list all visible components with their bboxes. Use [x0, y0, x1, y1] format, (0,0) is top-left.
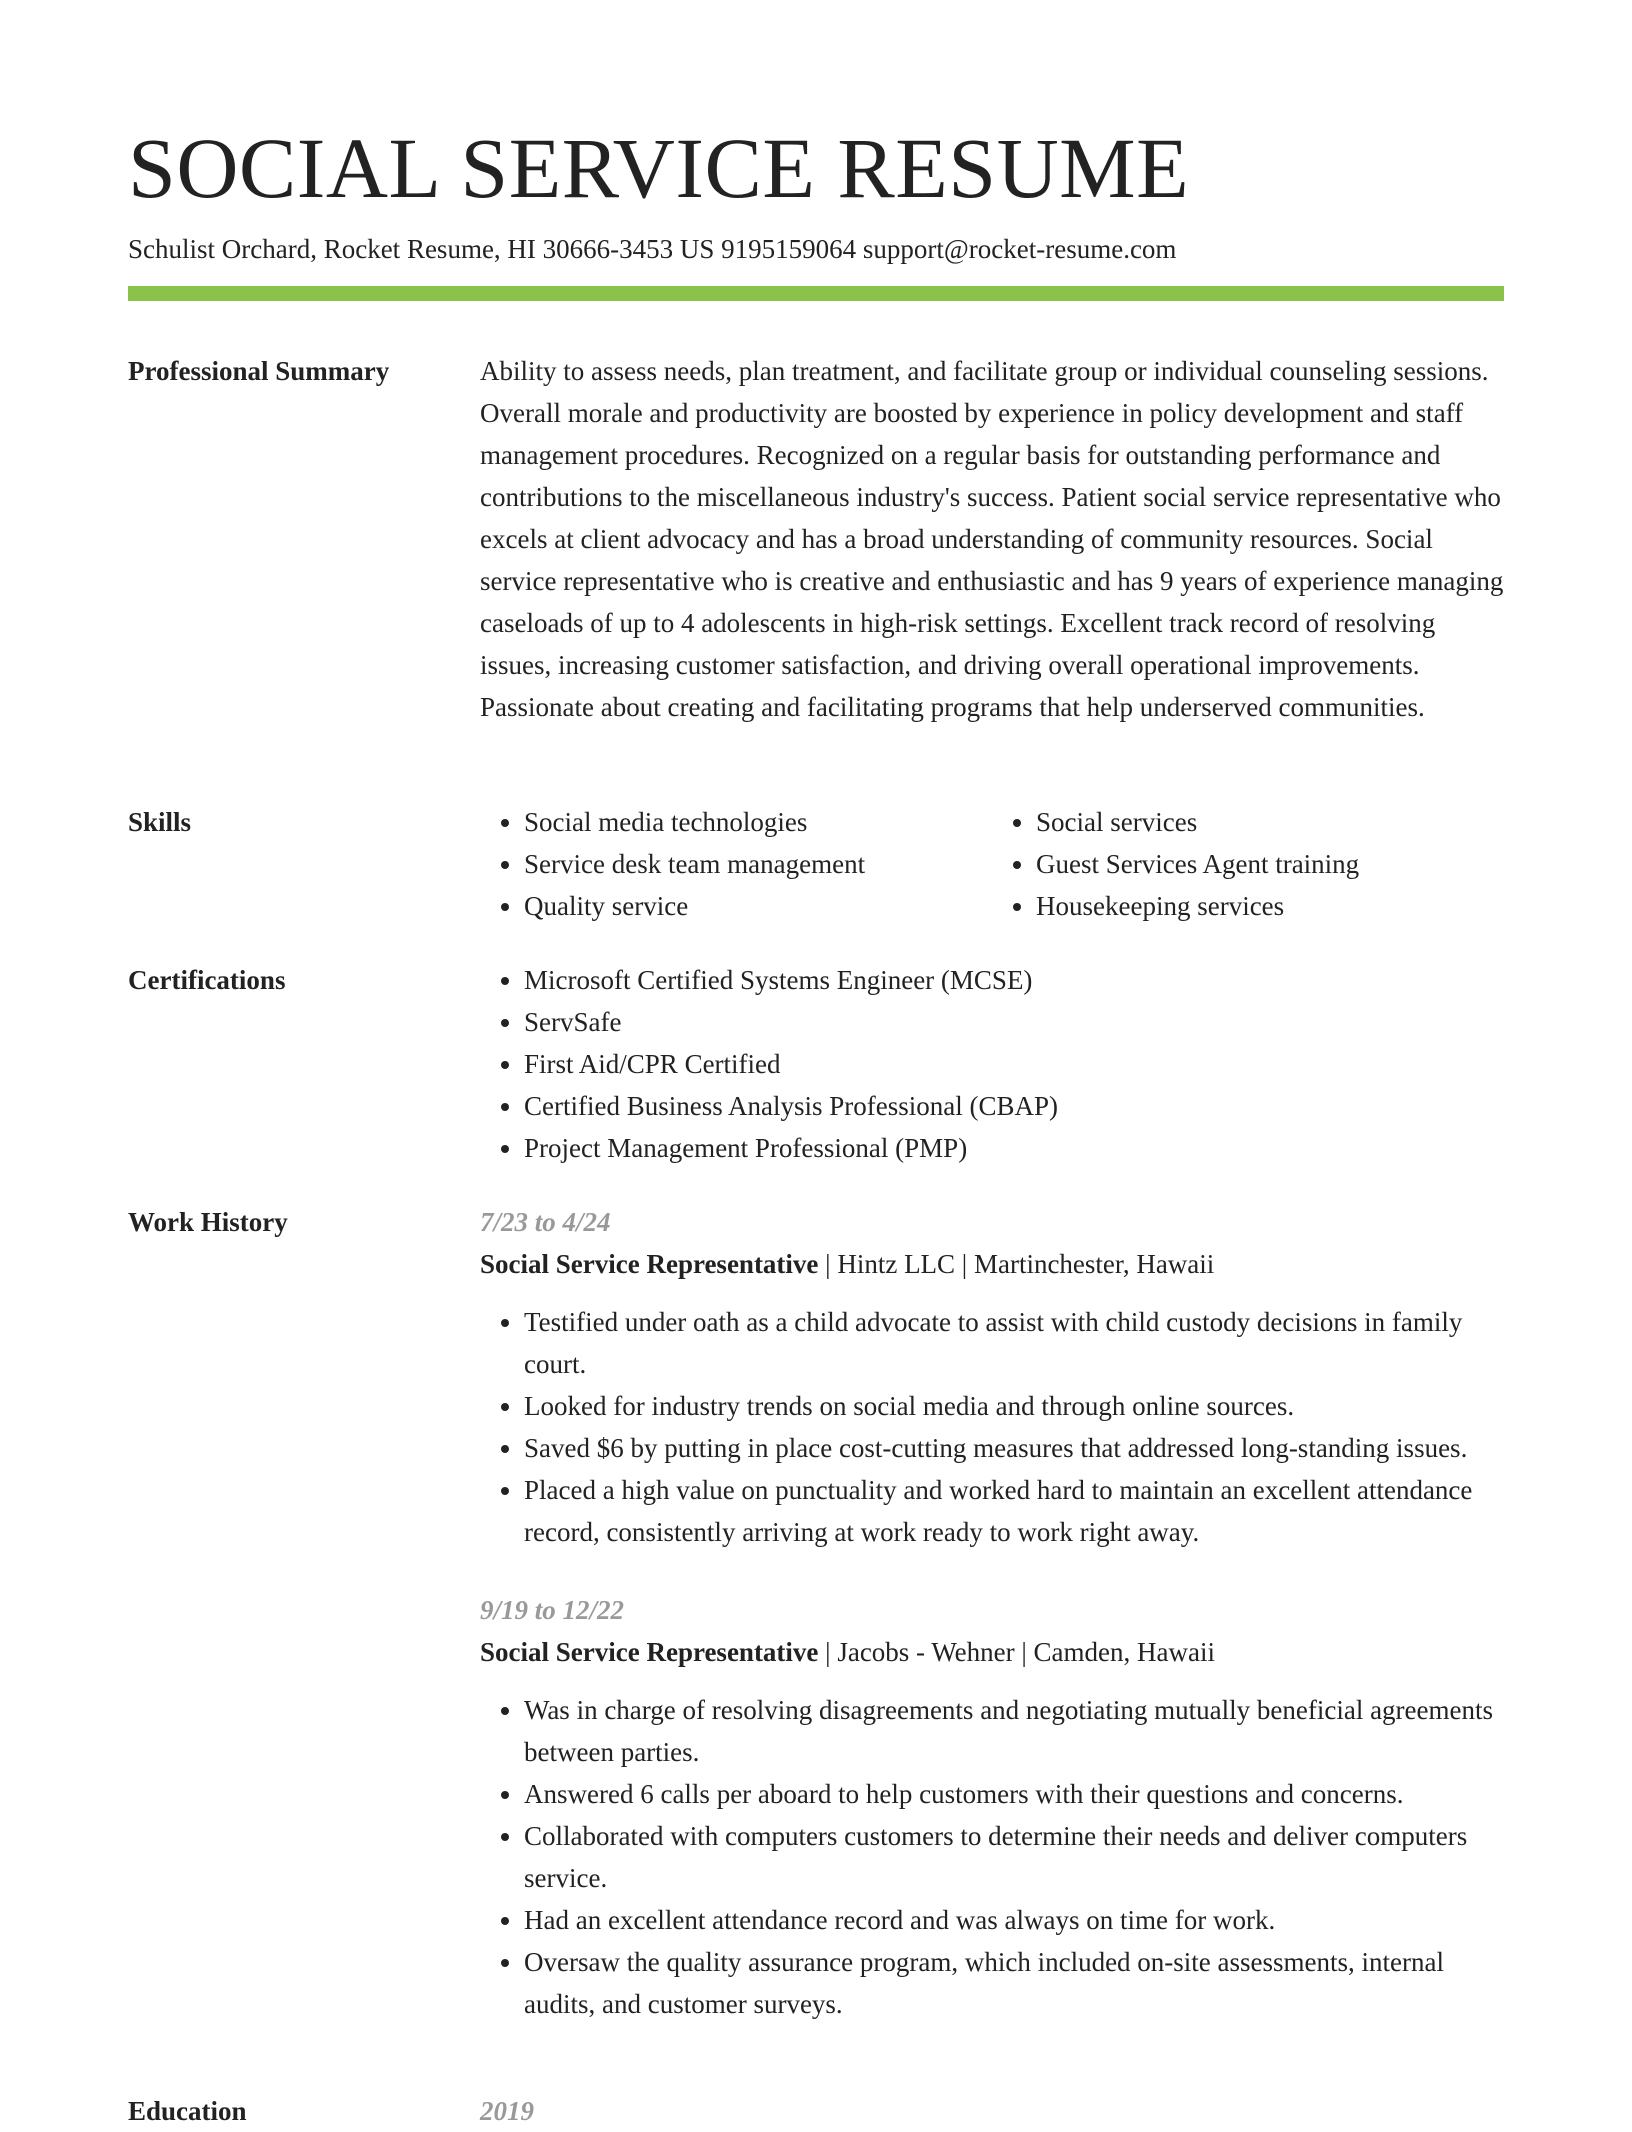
- job-bullets: [480, 1689, 1504, 2025]
- job-bullet: • Answered 6 calls per aboard to help customers with their questions and concerns.: [524, 1773, 1504, 1815]
- skills-label: Skills: [128, 807, 192, 837]
- summary-content: [480, 350, 1504, 728]
- skills-right-list: [992, 801, 1504, 927]
- skill-item: • Guest Services Agent training: [1036, 843, 1504, 885]
- job-bullets: [480, 1301, 1504, 1553]
- job-details: | Hintz LLC | Martinchester, Hawaii: [818, 1249, 1215, 1279]
- certification-item: • First Aid/CPR Certified: [524, 1043, 1504, 1085]
- skill-item: • Service desk team management: [524, 843, 992, 885]
- job-entry: [480, 1589, 1504, 2025]
- work-history-content: [480, 1201, 1504, 2025]
- education-label: Education: [128, 2096, 247, 2126]
- job-bullet: • Testified under oath as a child advocate to assist with child custody decisions in family court.: [524, 1301, 1504, 1385]
- job-title-line: [480, 1243, 1504, 1285]
- job-bullet: • Had an excellent attendance record and was always on time for work.: [524, 1899, 1504, 1941]
- skill-item: • Social media technologies: [524, 801, 992, 843]
- certification-item: • Project Management Professional (PMP): [524, 1127, 1504, 1169]
- certifications-content: [480, 959, 1504, 1169]
- contact-line: Schulist Orchard, Rocket Resume, HI 30666-3453 US 9195159064 support@rocket-resume.com: [128, 234, 1177, 264]
- certification-item: • ServSafe: [524, 1001, 1504, 1043]
- skills-content: [480, 801, 1504, 927]
- certifications-label: Certifications: [128, 965, 286, 995]
- page-title: SOCIAL SERVICE RESUME: [128, 120, 1190, 216]
- job-details: | Jacobs - Wehner | Camden, Hawaii: [818, 1637, 1215, 1667]
- skill-item: • Housekeeping services: [1036, 885, 1504, 927]
- job-title: Social Service Representative: [480, 1249, 819, 1279]
- skill-item: • Social services: [1036, 801, 1504, 843]
- accent-divider: [128, 286, 1504, 301]
- skills-left-list: [480, 801, 992, 927]
- job-dates: 7/23 to 4/24: [480, 1207, 611, 1237]
- job-bullet: • Looked for industry trends on social media and through online sources.: [524, 1385, 1504, 1427]
- education-content: [480, 2090, 1504, 2132]
- education-dates: 2019: [480, 2096, 534, 2126]
- skill-item: • Quality service: [524, 885, 992, 927]
- job-bullet: • Placed a high value on punctuality and worked hard to maintain an excellent attendance record, consistently arriving at work ready to work right away.: [524, 1469, 1504, 1553]
- job-entry: [480, 1201, 1504, 1553]
- job-bullet: • Oversaw the quality assurance program, which included on-site assessments, internal audits, and customer surveys.: [524, 1941, 1504, 2025]
- certification-item: • Microsoft Certified Systems Engineer (MCSE): [524, 959, 1504, 1001]
- job-bullet: • Saved $6 by putting in place cost-cutting measures that addressed long-standing issues.: [524, 1427, 1504, 1469]
- job-title: Social Service Representative: [480, 1637, 819, 1667]
- job-dates: 9/19 to 12/22: [480, 1595, 625, 1625]
- summary-text: Ability to assess needs, plan treatment, and facilitate group or individual counseling sessions. Overall morale and productivity are boosted by experience in policy development and staff management procedures. Recognized on a regular basis for outstanding performance and contributions to the miscellaneous industry's success. Patient social service representative who excels at client advocacy and has a broad understanding of community resources. Social service representative who is creative and enthusiastic and has 9 years of experience managing caseloads of up to 4 adolescents in high-risk settings. Excellent track record of resolving issues, increasing customer satisfaction, and driving overall operational improvements. Passionate about creating and facilitating programs that help underserved communities.: [480, 356, 1504, 722]
- job-bullet: • Collaborated with computers customers to determine their needs and deliver computers service.: [524, 1815, 1504, 1899]
- job-bullet: • Was in charge of resolving disagreements and negotiating mutually beneficial agreements between parties.: [524, 1689, 1504, 1773]
- certification-item: • Certified Business Analysis Professional (CBAP): [524, 1085, 1504, 1127]
- job-title-line: [480, 1631, 1504, 1673]
- work-history-label: Work History: [128, 1207, 288, 1237]
- certifications-list: [480, 959, 1504, 1169]
- summary-label: Professional Summary: [128, 356, 390, 386]
